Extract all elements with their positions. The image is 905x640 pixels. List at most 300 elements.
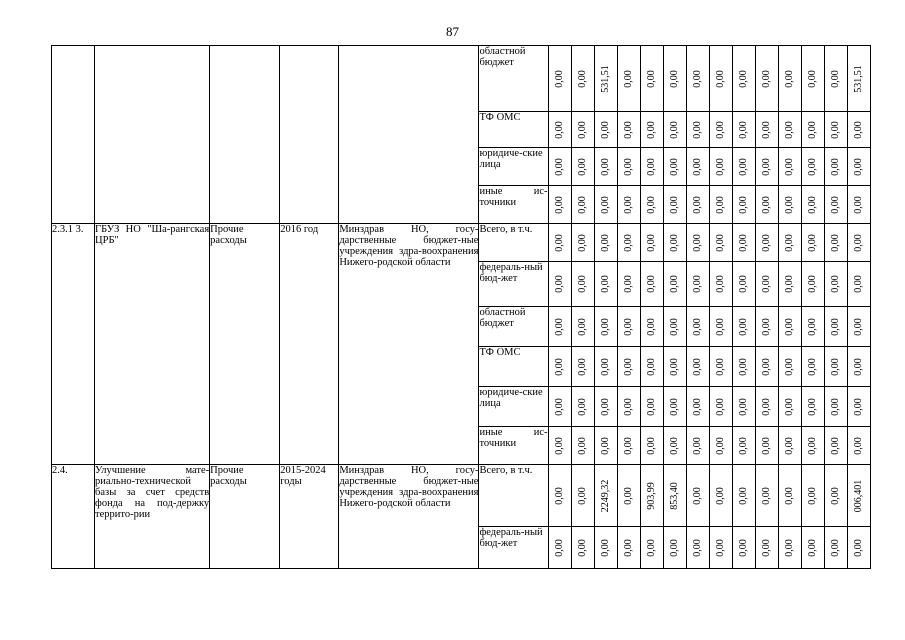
value-cell (617, 148, 640, 186)
value-text: 0,00 (599, 317, 611, 336)
value-text: 0,00 (553, 195, 565, 214)
value-cell (778, 465, 801, 527)
value-cell (594, 427, 617, 465)
value-cell (663, 112, 686, 148)
value-text: 0,00 (760, 69, 772, 88)
value-cell (755, 347, 778, 387)
value-cell (732, 224, 755, 262)
value-cell (548, 427, 571, 465)
value-text: 0,00 (760, 357, 772, 376)
value-text: 0,00 (622, 195, 634, 214)
value-cell (663, 46, 686, 112)
value-text: 0,00 (714, 538, 726, 557)
value-text: 0,00 (760, 195, 772, 214)
value-cell (824, 224, 847, 262)
value-cell (732, 427, 755, 465)
value-text: 0,00 (553, 436, 565, 455)
value-text: 0,00 (852, 157, 864, 176)
value-cell (571, 465, 594, 527)
value-cell (755, 307, 778, 347)
value-text: 0,00 (737, 69, 749, 88)
funding-source-label: Всего, в т.ч. (479, 465, 548, 527)
value-cell (755, 262, 778, 307)
value-cell (640, 262, 663, 307)
value-cell (617, 347, 640, 387)
value-text: 0,00 (599, 120, 611, 139)
value-text: 0,00 (806, 436, 818, 455)
value-cell (709, 307, 732, 347)
value-text: 0,00 (599, 275, 611, 293)
value-text: 0,00 (760, 538, 772, 557)
value-text: 531,51 (852, 64, 864, 93)
value-text: 0,00 (714, 120, 726, 139)
value-cell (778, 224, 801, 262)
value-text: 0,00 (852, 538, 864, 557)
value-text: 0,00 (829, 275, 841, 293)
value-cell (801, 347, 824, 387)
value-cell (755, 112, 778, 148)
value-cell (548, 465, 571, 527)
value-text: 0,00 (576, 275, 588, 293)
value-cell (801, 307, 824, 347)
value-text: 0,00 (760, 120, 772, 139)
value-text: 0,00 (622, 397, 634, 416)
value-cell (686, 527, 709, 569)
value-text: 0,00 (553, 397, 565, 416)
value-text: 0,00 (691, 120, 703, 139)
value-cell (709, 112, 732, 148)
value-text: 0,00 (645, 157, 657, 176)
value-text: 0,00 (645, 120, 657, 139)
value-text: 0,00 (599, 538, 611, 557)
value-text: 0,00 (645, 275, 657, 293)
value-text: 0,00 (668, 436, 680, 455)
value-text: 0,00 (576, 317, 588, 336)
value-text: 0,00 (553, 69, 565, 88)
value-cell (709, 427, 732, 465)
value-cell (640, 224, 663, 262)
value-cell (801, 186, 824, 224)
value-text: 0,00 (829, 233, 841, 252)
page-number: 87 (446, 24, 459, 39)
value-text: 0,00 (806, 275, 818, 293)
value-cell (824, 46, 847, 112)
value-cell (801, 465, 824, 527)
value-text: 0,00 (714, 397, 726, 416)
value-text: 0,00 (645, 397, 657, 416)
funding-source-label: юридиче-ские лица (479, 148, 548, 186)
value-cell (617, 186, 640, 224)
value-text: 0,00 (829, 195, 841, 214)
value-cell (801, 527, 824, 569)
value-text: 0,00 (852, 195, 864, 214)
value-cell (709, 262, 732, 307)
funding-source-label: областной бюджет (479, 46, 548, 112)
value-cell (594, 148, 617, 186)
value-cell (617, 387, 640, 427)
value-cell (732, 527, 755, 569)
funding-source-label: федераль-ный бюд-жет (479, 527, 548, 569)
value-cell (824, 112, 847, 148)
value-cell (640, 112, 663, 148)
value-cell (594, 112, 617, 148)
value-cell (571, 307, 594, 347)
value-text: 0,00 (645, 195, 657, 214)
value-cell (548, 527, 571, 569)
value-text: 0,00 (783, 69, 795, 88)
value-cell (824, 465, 847, 527)
value-text: 0,00 (622, 436, 634, 455)
value-cell (548, 262, 571, 307)
value-text: 0,00 (668, 233, 680, 252)
value-cell (778, 307, 801, 347)
value-cell (640, 186, 663, 224)
executor-cell: Минздрав НО, госу-дарственные бюджет-ные учреждения здра-воохранения Нижего-родской области (339, 465, 479, 569)
value-text: 0,00 (691, 436, 703, 455)
value-cell (801, 262, 824, 307)
value-cell (847, 387, 870, 427)
value-text: 0,00 (806, 397, 818, 416)
value-text: 0,00 (783, 317, 795, 336)
value-cell (571, 387, 594, 427)
value-cell (594, 347, 617, 387)
funding-source-label: федераль-ный бюд-жет (479, 262, 548, 307)
value-cell (686, 112, 709, 148)
value-text: 0,00 (829, 120, 841, 139)
value-cell (686, 262, 709, 307)
value-text: 0,00 (576, 397, 588, 416)
value-cell (778, 427, 801, 465)
value-text: 0,00 (783, 233, 795, 252)
value-text: 853,40 (668, 481, 680, 510)
value-cell (594, 224, 617, 262)
value-cell (732, 387, 755, 427)
value-text: 0,00 (645, 357, 657, 376)
value-text: 0,00 (691, 397, 703, 416)
table-row (52, 224, 871, 262)
value-text: 0,00 (691, 275, 703, 293)
value-text: 0,00 (806, 233, 818, 252)
row-number-cell: 2.3.1 3. (52, 224, 95, 465)
value-text: 0,00 (576, 436, 588, 455)
value-text: 0,00 (714, 233, 726, 252)
value-text: 0,00 (714, 357, 726, 376)
funding-source-label: областной бюджет (479, 307, 548, 347)
value-cell (847, 307, 870, 347)
value-text: 0,00 (806, 69, 818, 88)
value-cell (548, 186, 571, 224)
value-text: 0,00 (829, 436, 841, 455)
value-cell (801, 224, 824, 262)
value-text: 0,00 (737, 538, 749, 557)
value-cell (732, 186, 755, 224)
value-cell (548, 307, 571, 347)
value-text: 0,00 (852, 120, 864, 139)
period-cell: 2015-2024 годы (280, 465, 339, 569)
value-cell (594, 465, 617, 527)
value-cell (617, 527, 640, 569)
value-text: 0,00 (553, 157, 565, 176)
value-cell (732, 148, 755, 186)
value-cell (548, 148, 571, 186)
value-cell (640, 527, 663, 569)
value-text: 0,00 (829, 486, 841, 505)
value-text: 903,99 (645, 481, 657, 510)
value-cell (617, 465, 640, 527)
value-text: 0,00 (737, 120, 749, 139)
funding-source-label: Всего, в т.ч. (479, 224, 548, 262)
value-text: 0,00 (553, 233, 565, 252)
measure-name-cell: ГБУЗ НО "Ша-рангская ЦРБ" (95, 224, 210, 465)
value-cell (571, 527, 594, 569)
value-text: 0,00 (576, 233, 588, 252)
value-text: 0,00 (737, 397, 749, 416)
value-text: 006,401 (852, 479, 864, 512)
value-text: 0,00 (760, 157, 772, 176)
value-text: 0,00 (599, 233, 611, 252)
period-cell: 2016 год (280, 224, 339, 465)
value-cell (617, 112, 640, 148)
value-text: 0,00 (737, 317, 749, 336)
expense-type-cell (210, 46, 280, 224)
value-cell (755, 148, 778, 186)
value-text: 0,00 (668, 317, 680, 336)
value-text: 0,00 (737, 486, 749, 505)
value-text: 0,00 (691, 538, 703, 557)
value-cell (709, 465, 732, 527)
value-cell (755, 427, 778, 465)
value-text: 0,00 (622, 233, 634, 252)
value-text: 0,00 (783, 157, 795, 176)
value-cell (732, 465, 755, 527)
value-cell (663, 186, 686, 224)
value-text: 531,51 (599, 64, 611, 93)
value-text: 0,00 (576, 357, 588, 376)
value-cell (548, 112, 571, 148)
value-cell (709, 387, 732, 427)
measure-name-cell: Улучшение мате-риально-технической базы за счет средств фонда на под-держку террито-рии (95, 465, 210, 569)
value-text: 0,00 (852, 233, 864, 252)
value-cell (594, 527, 617, 569)
value-cell (594, 307, 617, 347)
value-cell (778, 387, 801, 427)
value-cell (663, 262, 686, 307)
value-cell (663, 427, 686, 465)
value-text: 0,00 (622, 69, 634, 88)
value-cell (847, 46, 870, 112)
value-cell (732, 112, 755, 148)
value-text: 0,00 (852, 397, 864, 416)
value-text: 0,00 (622, 275, 634, 293)
funding-source-label: юридиче-ские лица (479, 387, 548, 427)
value-text: 0,00 (806, 357, 818, 376)
value-cell (709, 186, 732, 224)
value-text: 0,00 (668, 357, 680, 376)
value-text: 0,00 (645, 317, 657, 336)
value-cell (663, 307, 686, 347)
value-text: 0,00 (576, 486, 588, 505)
value-cell (571, 186, 594, 224)
value-cell (847, 186, 870, 224)
value-text: 0,00 (668, 69, 680, 88)
value-cell (594, 262, 617, 307)
value-text: 0,00 (714, 69, 726, 88)
value-text: 0,00 (622, 357, 634, 376)
value-text: 0,00 (645, 436, 657, 455)
value-text: 0,00 (668, 157, 680, 176)
value-text: 0,00 (599, 397, 611, 416)
value-text: 0,00 (783, 538, 795, 557)
period-cell (280, 46, 339, 224)
value-text: 0,00 (668, 120, 680, 139)
value-text: 0,00 (737, 157, 749, 176)
value-text: 0,00 (599, 157, 611, 176)
value-text: 0,00 (806, 195, 818, 214)
value-text: 0,00 (852, 275, 864, 293)
value-text: 0,00 (576, 538, 588, 557)
value-text: 0,00 (691, 195, 703, 214)
value-cell (709, 347, 732, 387)
value-cell (617, 427, 640, 465)
value-text: 0,00 (622, 157, 634, 176)
value-text: 0,00 (622, 486, 634, 505)
expense-type-cell: Прочие расходы (210, 465, 280, 569)
value-text: 0,00 (622, 317, 634, 336)
value-cell (801, 148, 824, 186)
value-text: 0,00 (760, 275, 772, 293)
value-cell (548, 46, 571, 112)
value-cell (801, 112, 824, 148)
value-text: 0,00 (760, 486, 772, 505)
value-cell (548, 347, 571, 387)
value-cell (755, 46, 778, 112)
value-text: 0,00 (553, 317, 565, 336)
value-text: 0,00 (668, 538, 680, 557)
value-text: 0,00 (783, 397, 795, 416)
executor-cell: Минздрав НО, госу-дарственные бюджет-ные учреждения здра-воохранения Нижего-родской области (339, 224, 479, 465)
value-text: 0,00 (668, 195, 680, 214)
value-cell (594, 186, 617, 224)
value-cell (686, 224, 709, 262)
value-text: 0,00 (760, 317, 772, 336)
value-text: 0,00 (714, 486, 726, 505)
value-cell (663, 148, 686, 186)
value-cell (778, 46, 801, 112)
funding-source-label: иные ис-точники (479, 186, 548, 224)
value-text: 0,00 (806, 157, 818, 176)
value-cell (755, 387, 778, 427)
value-text: 0,00 (668, 397, 680, 416)
value-cell (571, 347, 594, 387)
value-cell (709, 46, 732, 112)
value-cell (824, 148, 847, 186)
table-row (52, 465, 871, 527)
value-cell (640, 387, 663, 427)
value-text: 0,00 (576, 69, 588, 88)
value-cell (686, 427, 709, 465)
value-text: 0,00 (760, 436, 772, 455)
funding-source-label: ТФ ОМС (479, 112, 548, 148)
value-cell (801, 387, 824, 427)
executor-cell (339, 46, 479, 224)
value-text: 0,00 (691, 357, 703, 376)
value-cell (571, 262, 594, 307)
value-cell (594, 46, 617, 112)
value-cell (847, 427, 870, 465)
value-cell (755, 465, 778, 527)
value-text: 0,00 (737, 357, 749, 376)
value-cell (824, 347, 847, 387)
value-cell (847, 347, 870, 387)
value-cell (617, 262, 640, 307)
value-cell (571, 224, 594, 262)
value-cell (709, 224, 732, 262)
value-cell (686, 465, 709, 527)
value-cell (847, 465, 870, 527)
expense-type-cell: Прочие расходы (210, 224, 280, 465)
value-text: 0,00 (691, 317, 703, 336)
budget-table (51, 45, 871, 569)
value-text: 0,00 (645, 69, 657, 88)
value-cell (847, 112, 870, 148)
value-text: 0,00 (852, 317, 864, 336)
value-cell (640, 307, 663, 347)
value-text: 0,00 (783, 436, 795, 455)
value-cell (686, 307, 709, 347)
value-cell (571, 427, 594, 465)
value-cell (640, 46, 663, 112)
value-text: 0,00 (783, 120, 795, 139)
value-cell (801, 46, 824, 112)
value-cell (571, 46, 594, 112)
value-cell (709, 148, 732, 186)
value-cell (732, 46, 755, 112)
value-cell (847, 224, 870, 262)
value-text: 0,00 (737, 195, 749, 214)
row-number-cell: 2.4. (52, 465, 95, 569)
value-text: 0,00 (737, 233, 749, 252)
value-text: 0,00 (599, 195, 611, 214)
value-cell (686, 148, 709, 186)
funding-source-label: ТФ ОМС (479, 347, 548, 387)
value-text: 0,00 (852, 436, 864, 455)
value-cell (847, 148, 870, 186)
value-text: 0,00 (553, 120, 565, 139)
value-text: 0,00 (829, 69, 841, 88)
value-cell (847, 527, 870, 569)
value-text: 0,00 (783, 275, 795, 293)
value-text: 0,00 (852, 357, 864, 376)
value-text: 0,00 (760, 397, 772, 416)
value-text: 0,00 (829, 538, 841, 557)
value-text: 0,00 (553, 486, 565, 505)
value-text: 0,00 (760, 233, 772, 252)
value-cell (709, 527, 732, 569)
value-text: 0,00 (806, 317, 818, 336)
value-text: 0,00 (576, 120, 588, 139)
value-text: 0,00 (783, 195, 795, 214)
value-cell (824, 427, 847, 465)
value-cell (824, 387, 847, 427)
measure-name-cell (95, 46, 210, 224)
value-cell (732, 307, 755, 347)
value-cell (801, 427, 824, 465)
value-cell (663, 465, 686, 527)
value-text: 0,00 (714, 317, 726, 336)
value-text: 0,00 (783, 486, 795, 505)
value-text: 0,00 (553, 357, 565, 376)
value-cell (617, 307, 640, 347)
